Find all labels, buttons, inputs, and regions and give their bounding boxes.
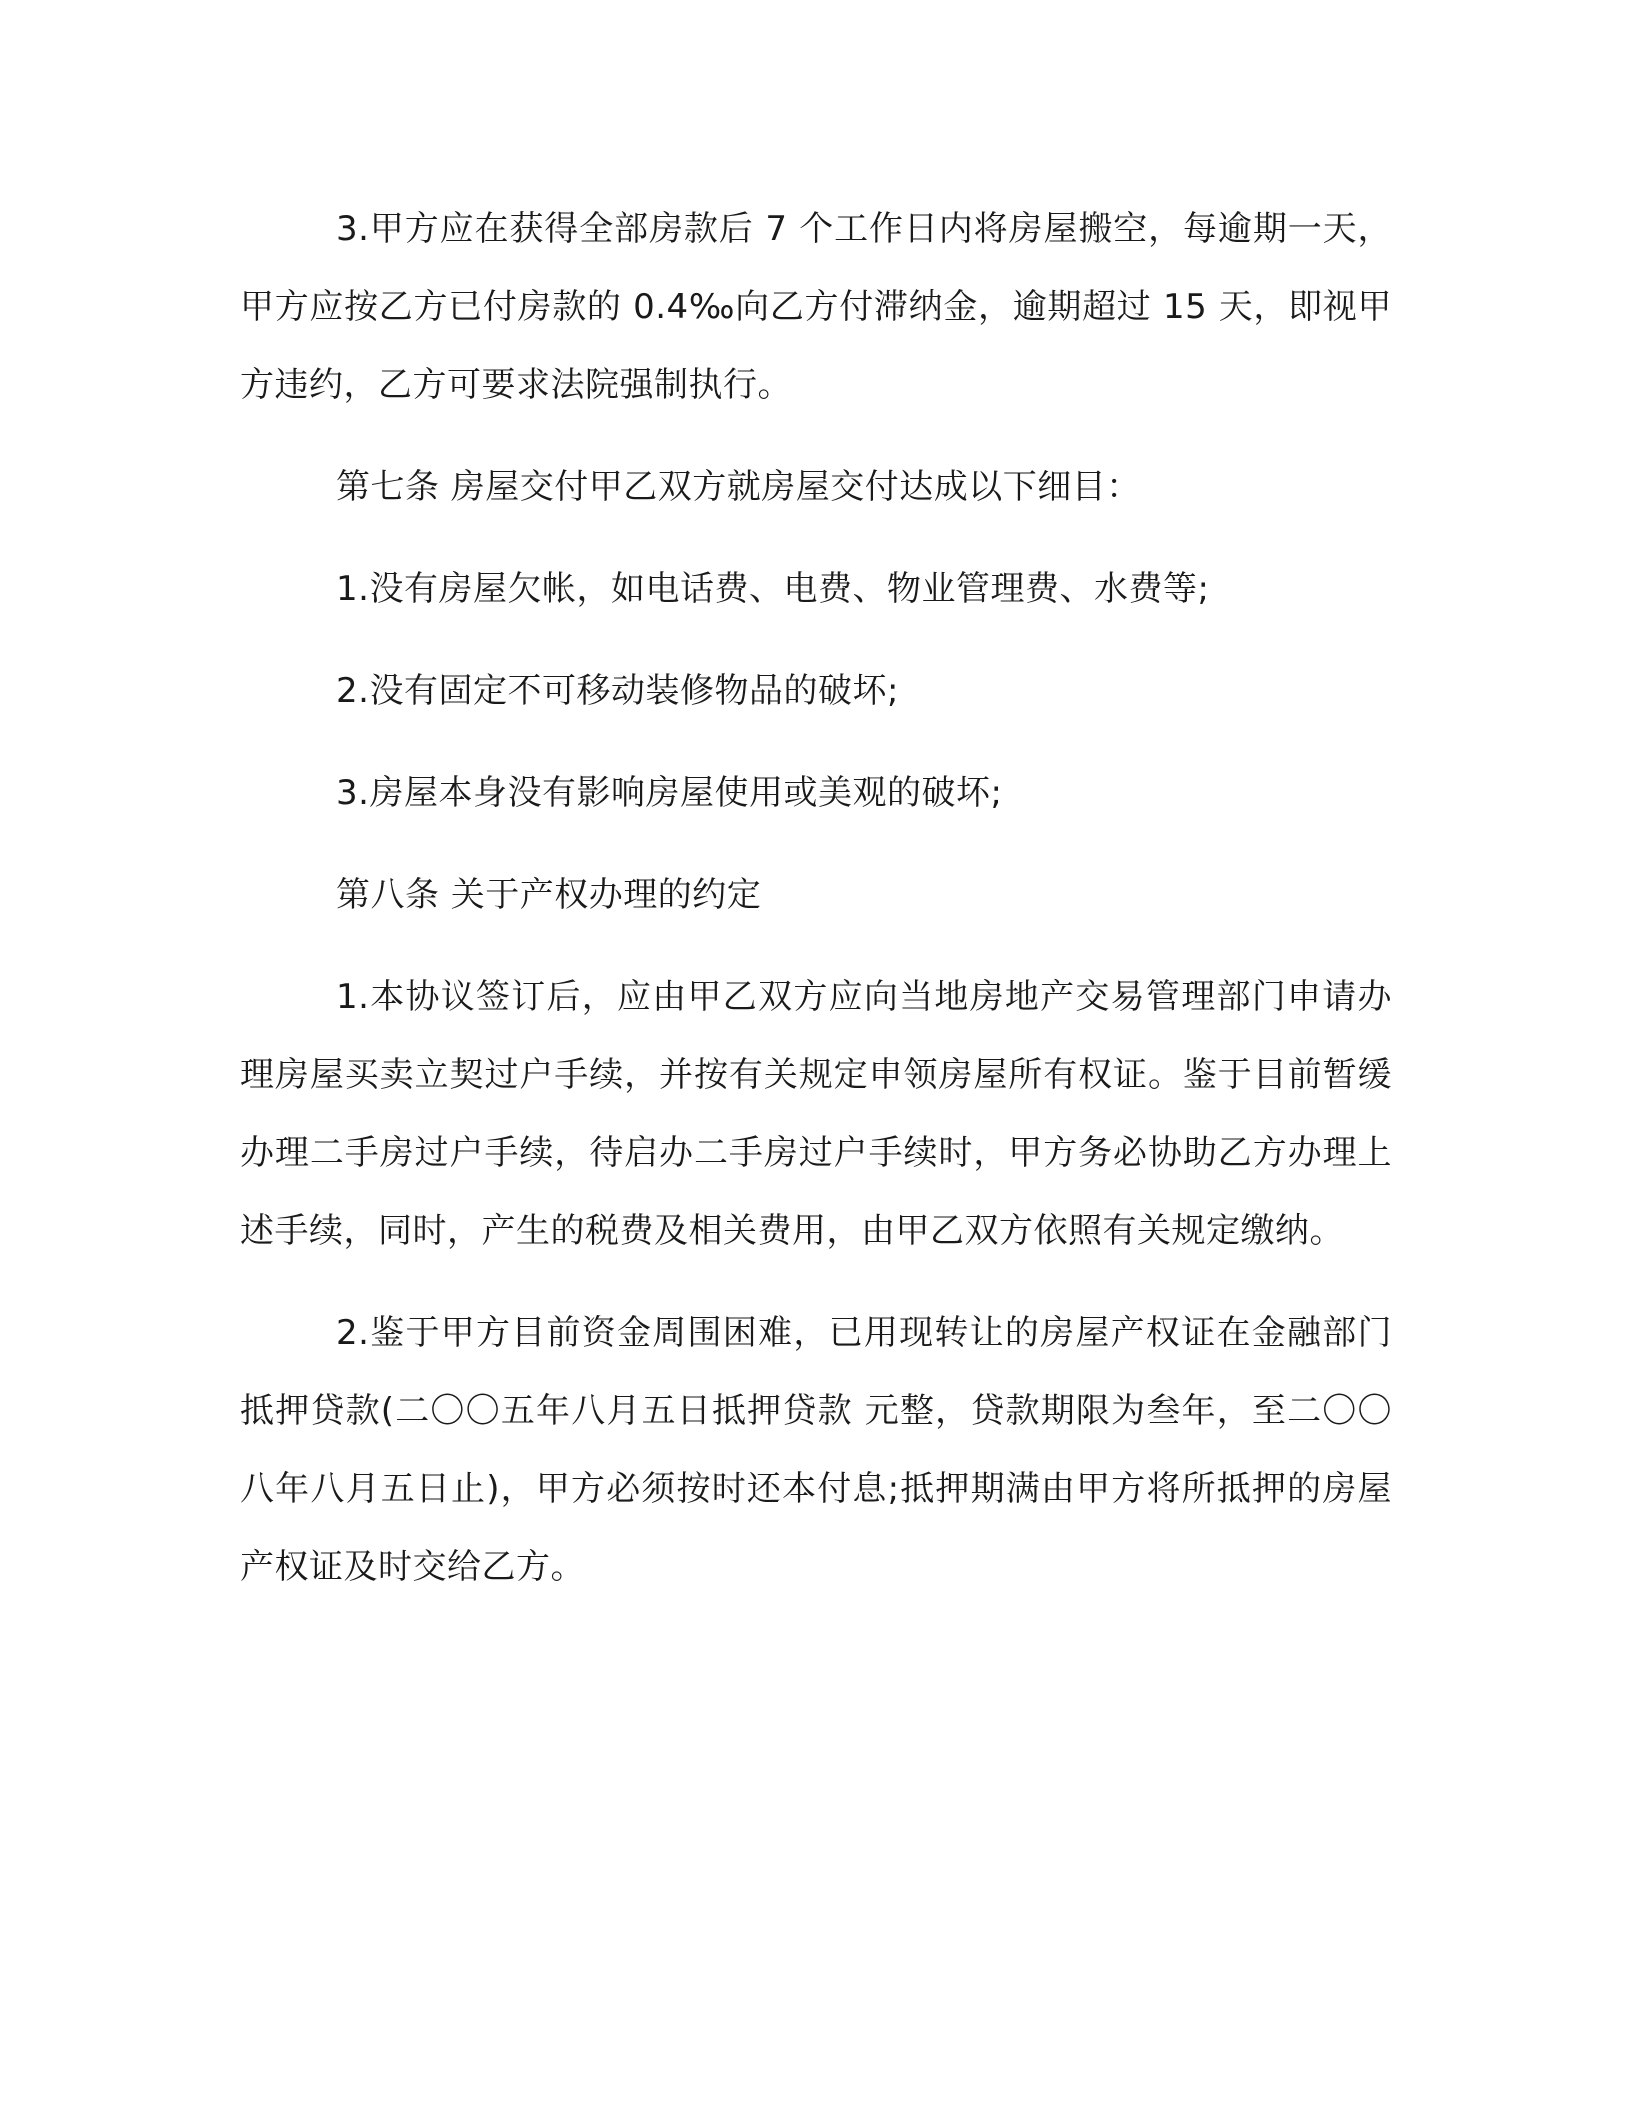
clause-6-item-3: 3.甲方应在获得全部房款后 7 个工作日内将房屋搬空，每逾期一天，甲方应按乙方已付房款的 0.4‰向乙方付滞纳金，逾期超过 15 天，即视甲方违约，乙方可要求法院强制执行。 (240, 209, 1392, 405)
article-7-item-3: 3.房屋本身没有影响房屋使用或美观的破坏; (336, 773, 1003, 813)
article-8-heading: 第八条 关于产权办理的约定 (336, 875, 762, 915)
article-8-item-2: 2.鉴于甲方目前资金周围困难，已用现转让的房屋产权证在金融部门抵押贷款(二〇〇五年八月五日抵押贷款 元整，贷款期限为叁年，至二〇〇八年八月五日止)，甲方必须按时还本付息;抵押期满由甲方将所抵押的房屋产权证及时交给乙方。 (240, 1313, 1392, 1587)
article-8-item-1: 1.本协议签订后，应由甲乙双方应向当地房地产交易管理部门申请办理房屋买卖立契过户手续，并按有关规定申领房屋所有权证。鉴于目前暂缓办理二手房过户手续，待启办二手房过户手续时，甲方务必协助乙方办理上述手续，同时，产生的税费及相关费用，由甲乙双方依照有关规定缴纳。 (240, 977, 1392, 1251)
article-7-heading: 第七条 房屋交付甲乙双方就房屋交付达成以下细目： (336, 467, 1141, 507)
article-7-item-2: 2.没有固定不可移动装修物品的破坏; (336, 671, 899, 711)
document-page (240, 190, 1392, 1630)
article-7-item-1: 1.没有房屋欠帐，如电话费、电费、物业管理费、水费等; (336, 569, 1210, 609)
